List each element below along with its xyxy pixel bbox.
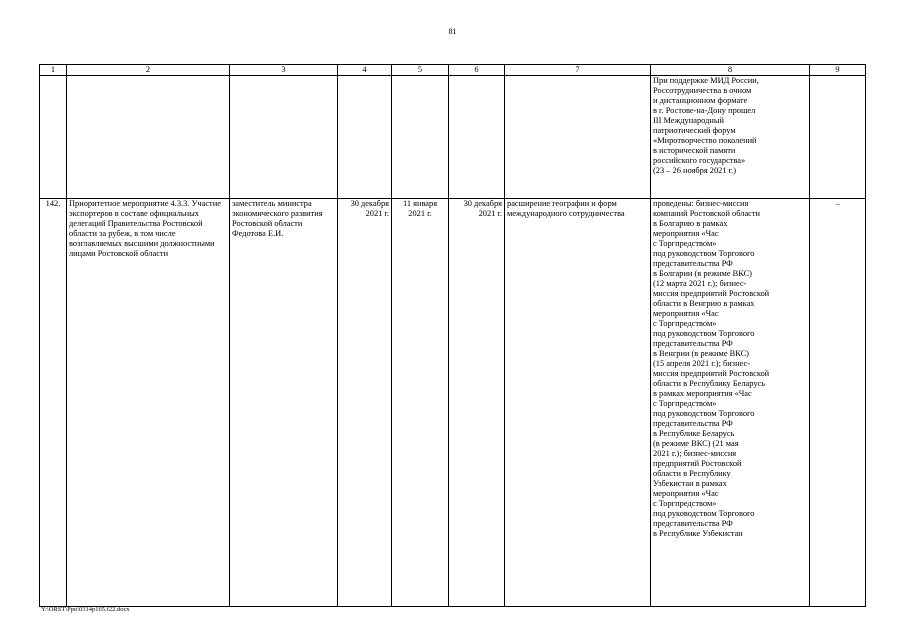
row-number: 142. [40,199,67,607]
table-cell [67,76,230,199]
table-cell [230,76,338,199]
column-number: 4 [338,65,392,76]
table-row [40,199,866,607]
column-number: 2 [67,65,230,76]
date-cell: 11 января 2021 г. [392,199,449,607]
measure-name-cell: Приоритетное мероприятие 4.3.3. Участие экспортеров в составе официальных делегаций Правительства Ростовской области за рубеж, в том числе возглавляемых высшими должностными лицами Ростовской области [67,199,230,607]
column-number: 9 [810,65,866,76]
column-number-row [40,65,866,76]
date-cell: 30 декабря 2021 г. [449,199,505,607]
table-cell [338,76,392,199]
table-cell [392,76,449,199]
notes-cell: – [810,199,866,607]
column-number: 6 [449,65,505,76]
implementation-info-cell: При поддержке МИД России, Россотрудничества в очном и дистанционном формате в г. Ростове-на-Дону прошел III Международный патриотический форум «Миротворчество поколений в исторической памяти российского государства» (23 – 26 ноября 2021 г.) [651,76,810,199]
expected-result-cell: расширение географии и форм международного сотрудничества [505,199,651,607]
column-number: 5 [392,65,449,76]
table-cell [810,76,866,199]
column-number: 3 [230,65,338,76]
table-cell [505,76,651,199]
column-number: 1 [40,65,67,76]
column-number: 8 [651,65,810,76]
date-cell: 30 декабря 2021 г. [338,199,392,607]
implementation-info-cell: проведены: бизнес-миссия компаний Ростовской области в Болгарию в рамках мероприятия «Час с Торгпредством» под руководством Торгового представительства РФ в Болгарии (в режиме ВКС) (12 марта 2021 г.); бизнес- миссия предприятий Ростовской области в Венгрию в рамках мероприятия «Час с Торгпредством» под руководством Торгового представительства РФ в Венгрии (в режиме ВКС) (15 апреля 2021 г.); бизнес- миссия предприятий Ростовской области в Республику Беларусь в рамках мероприятия «Час с Торгпредством» под руководством Торгового представительства РФ в Республике Беларусь (в режиме ВКС) (21 мая 2021 г.); бизнес-миссия предприятий Ростовской области в Республику Узбекистан в рамках мероприятия «Час с Торгпредством» под руководством Торгового представительства РФ в Республике Узбекистан [651,199,810,607]
table-cell [449,76,505,199]
page-number: 81 [448,27,457,36]
column-number: 7 [505,65,651,76]
responsible-cell: заместитель министра экономического развития Ростовской области Федотова Е.И. [230,199,338,607]
table-cell [40,76,67,199]
report-table [39,64,866,607]
table-row-continued [40,76,866,199]
file-path-footer: Y:\ORST\Ppo\0314p165.f22.docx [41,606,130,613]
